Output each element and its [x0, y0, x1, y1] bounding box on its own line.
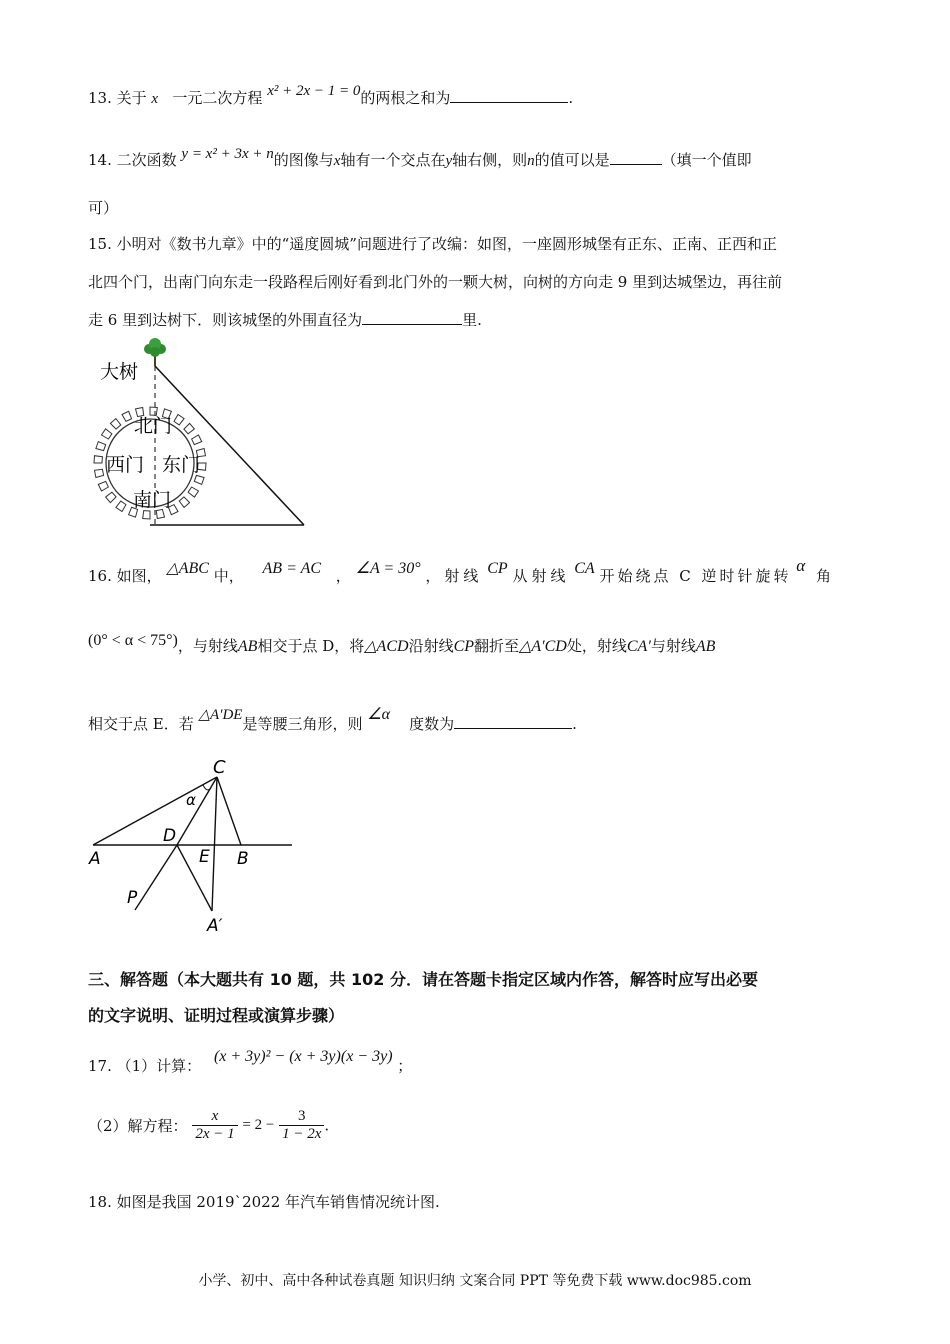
q16-ab2: AB	[695, 638, 716, 655]
north-gate-label: 北门	[134, 415, 173, 437]
line-ac	[93, 777, 217, 845]
sight-line	[155, 366, 304, 525]
q16-a1cd: △A′CD	[519, 638, 567, 655]
section-3-heading-line1	[88, 970, 758, 990]
q16-p8: 相交于点 D，将	[257, 637, 365, 655]
q16-p11: 处，射线	[566, 637, 627, 655]
q16-acd: △ACD	[364, 638, 409, 655]
castle-merlon	[179, 497, 189, 508]
q15-line3: 走 6 里到达树下．则该城堡的外围直径为	[88, 311, 363, 329]
castle-merlon	[143, 511, 150, 519]
q14-tail: （填一个值即	[661, 151, 752, 169]
q16-eq1: AB = AC	[262, 560, 322, 577]
label-p: P	[127, 888, 138, 908]
question-14-line2	[88, 198, 118, 218]
castle-merlon	[95, 469, 104, 477]
q16-ca1: CA′	[626, 638, 651, 655]
castle-merlon	[174, 415, 184, 425]
q16-triangle: △ABC	[166, 560, 209, 577]
q16-p3: ，射线	[425, 567, 483, 585]
q17-fraction-1	[192, 1108, 237, 1143]
label-a-prime: A′	[207, 916, 223, 935]
q16-ab: AB	[237, 638, 258, 655]
question-13	[88, 83, 574, 109]
label-alpha: α	[186, 791, 196, 809]
castle-merlon	[122, 411, 132, 421]
label-d: D	[163, 826, 177, 846]
q16-alpha: α	[796, 556, 806, 575]
q13-suffix: 的两根之和为	[360, 89, 451, 107]
q14-equation: y = x² + 3x + n	[181, 146, 274, 162]
q14-line2: 可）	[88, 199, 119, 217]
q14-n: n	[527, 153, 535, 169]
castle-merlon	[184, 423, 195, 433]
castle-merlon	[194, 475, 204, 484]
q16-p2: 中，	[213, 567, 244, 585]
q16-answer-blank	[454, 714, 572, 729]
q13-equation: x² + 2x − 1 = 0	[267, 83, 361, 99]
q15-answer-blank	[362, 310, 462, 325]
q17-mid: = 2 −	[242, 1117, 275, 1133]
q17-expression: (x + 3y)² − (x + 3y)(x − 3y)	[213, 1048, 393, 1065]
section-3-heading-line2	[88, 1006, 344, 1026]
question-16-line1	[88, 556, 831, 587]
q16-range: (0° < α < 75°)	[88, 632, 178, 649]
q13-var: x	[151, 91, 159, 107]
q14-mid: 的图像与	[273, 151, 334, 169]
q17-semicolon: ；	[397, 1057, 413, 1075]
q16-end: .	[572, 715, 577, 733]
alpha-arc	[203, 785, 211, 790]
q16-p6: 角	[815, 567, 831, 585]
q16-ca: CA	[574, 560, 595, 577]
q16-p5: 开始绕点 C 逆时针旋转	[599, 567, 792, 585]
q13-mid: 一元二次方程	[172, 89, 263, 107]
q15-line2: 北四个门，出南门向东走一段路程后刚好看到北门外的一颗大树，向树的方向走 9 里到达城堡边，再往前	[88, 273, 783, 291]
q14-y: y	[445, 153, 453, 169]
q17-fraction-2	[279, 1108, 324, 1143]
castle-merlon	[98, 481, 108, 491]
question-14	[88, 146, 752, 171]
q18-text: 18. 如图是我国 2019`2022 年汽车销售情况统计图.	[88, 1193, 440, 1211]
q17-num2: 3	[279, 1108, 324, 1126]
question-16-line2	[88, 632, 716, 657]
tree-label: 大树	[100, 361, 139, 383]
q16-eq2: ∠A = 30°	[355, 560, 421, 577]
q13-answer-blank	[450, 88, 568, 103]
q14-prefix: 14. 二次函数	[88, 151, 177, 169]
label-e: E	[199, 847, 210, 867]
q17-p1: 17. （1）计算：	[88, 1057, 202, 1075]
q14-answer-blank	[610, 150, 662, 165]
q16-p13: 相交于点 E．若	[88, 715, 194, 733]
south-gate-label: 南门	[133, 489, 172, 511]
west-gate-label: 西门	[106, 454, 145, 476]
question-16-line3	[88, 706, 577, 735]
section3-line1: 三、解答题（本大题共有 10 题，共 102 分．请在答题卡指定区域内作答，解答时应写出必要	[88, 970, 758, 989]
castle-merlon	[110, 419, 120, 430]
q17-num1: x	[192, 1108, 237, 1126]
q13-prefix: 13. 关于	[88, 89, 147, 107]
label-b: B	[237, 849, 249, 869]
ray-cp	[135, 845, 177, 910]
q16-p10: 翻折至	[474, 637, 520, 655]
q16-p4: 从射线	[512, 567, 570, 585]
question-17-part1	[88, 1048, 413, 1077]
tree-icon	[144, 338, 166, 366]
q16-comma: ，	[335, 567, 351, 585]
castle-merlon	[102, 429, 112, 439]
question-17-part2	[88, 1108, 329, 1143]
q17-den1: 2x − 1	[195, 1126, 235, 1142]
q15-castle-figure	[90, 336, 320, 536]
q15-line3-end: 里.	[462, 311, 482, 329]
q16-angle: ∠α	[367, 706, 391, 723]
line-ca1	[212, 777, 217, 911]
q13-end: .	[568, 89, 574, 107]
q16-p1: 16. 如图，	[88, 567, 162, 585]
castle-merlon	[188, 487, 198, 497]
q14-mid4: 的值可以是	[534, 151, 610, 169]
q16-p9: 沿射线	[408, 637, 454, 655]
q16-cp: CP	[487, 560, 508, 577]
q16-p7: ，与射线	[177, 637, 238, 655]
label-c: C	[213, 757, 226, 778]
question-15-line2	[88, 272, 782, 292]
east-gate-label: 东门	[162, 454, 201, 476]
q16-p15: 度数为	[409, 715, 455, 733]
q16-p12: 与射线	[650, 637, 696, 655]
question-15-line3	[88, 310, 482, 330]
q17-end: .	[324, 1116, 330, 1135]
question-18	[88, 1192, 440, 1212]
label-a: A	[89, 849, 101, 869]
q16-a1de: △A′DE	[198, 707, 243, 723]
castle-merlon	[106, 492, 117, 502]
q17-den2: 1 − 2x	[282, 1126, 322, 1142]
castle-merlon	[116, 501, 126, 511]
section3-line2: 的文字说明、证明过程或演算步骤）	[88, 1006, 345, 1025]
q16-cp2: CP	[453, 638, 475, 655]
q14-mid2: 轴有一个交点在	[340, 151, 446, 169]
castle-merlon	[94, 456, 102, 463]
castle-merlon	[96, 442, 106, 451]
q15-line1: 15. 小明对《数书九章》中的“遥度圆城”问题进行了改编：如图，一座圆形城堡有正东、正南、正西和正	[88, 235, 777, 253]
castle-merlon	[192, 435, 202, 445]
q17-p2: （2）解方程：	[88, 1117, 188, 1135]
question-15-line1	[88, 234, 777, 254]
page-footer: 小学、初中、高中各种试卷真题 知识归纳 文案合同 PPT 等免费下载 www.doc985.com	[198, 1273, 752, 1289]
q16-p14: 是等腰三角形，则	[242, 715, 363, 733]
q16-geometry-figure	[85, 755, 300, 935]
q14-mid3: 轴右侧，则	[452, 151, 528, 169]
q14-x: x	[333, 153, 341, 169]
line-cb	[217, 777, 241, 845]
